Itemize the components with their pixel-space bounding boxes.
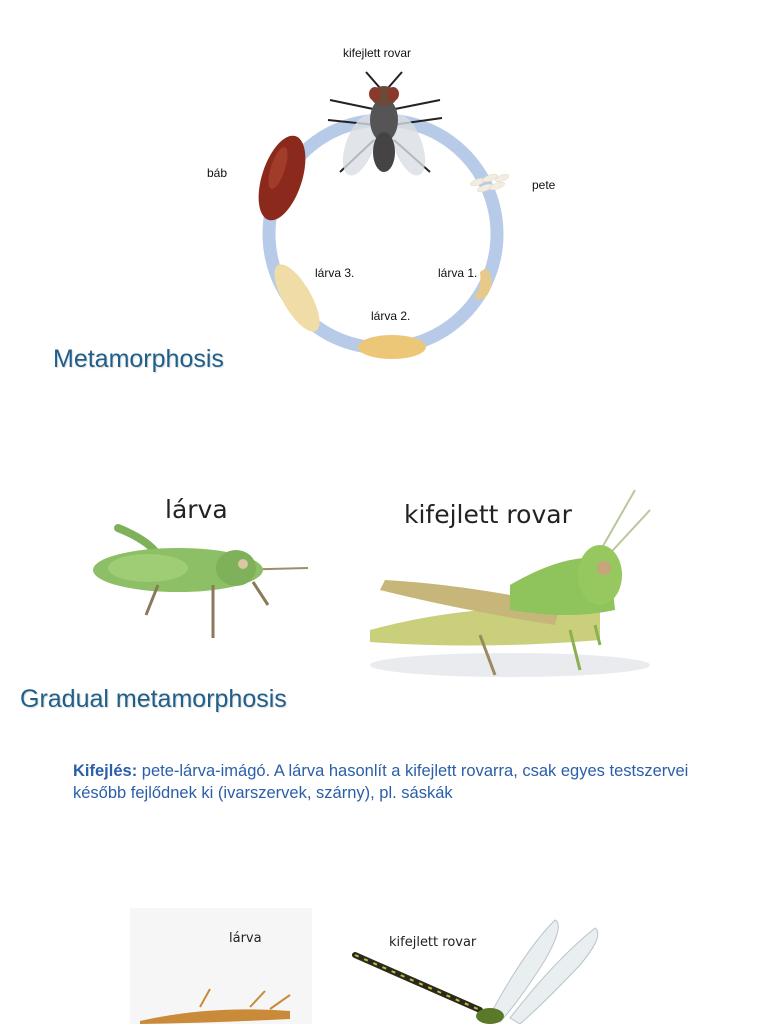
label-larva2: lárva 2. (371, 309, 411, 323)
label-larva3: lárva 3. (315, 266, 355, 280)
grasshopper-adult-image (360, 490, 660, 685)
label-egg: pete (532, 178, 556, 192)
description-bold: Kifejlés: (73, 762, 138, 780)
label-larva1: lárva 1. (438, 266, 478, 280)
label-adult: kifejlett rovar (343, 46, 412, 60)
grasshopper-larva-image (88, 520, 318, 645)
grasshopper-adult-label: kifejlett rovar (404, 500, 572, 529)
grasshopper-larva-label: lárva (165, 495, 228, 524)
gradual-description (73, 760, 713, 804)
metamorphosis-heading: Metamorphosis (53, 345, 224, 373)
dragonfly-adult-image (350, 910, 610, 1024)
dragonfly-larva-image (140, 985, 300, 1024)
description-text: pete-lárva-imágó. A lárva hasonlít a kifejlett rovarra, csak egyes testszervei később fejlődnek ki (ivarszervek, szárny), pl. sáskák (73, 762, 689, 802)
dragonfly-larva-label: lárva (229, 931, 262, 946)
metamorphosis-cycle (0, 0, 768, 380)
larva2-image (358, 335, 426, 359)
label-pupa: báb (207, 166, 228, 180)
dragonfly-adult-label: kifejlett rovar (389, 935, 477, 950)
gradual-heading: Gradual metamorphosis (20, 685, 287, 713)
